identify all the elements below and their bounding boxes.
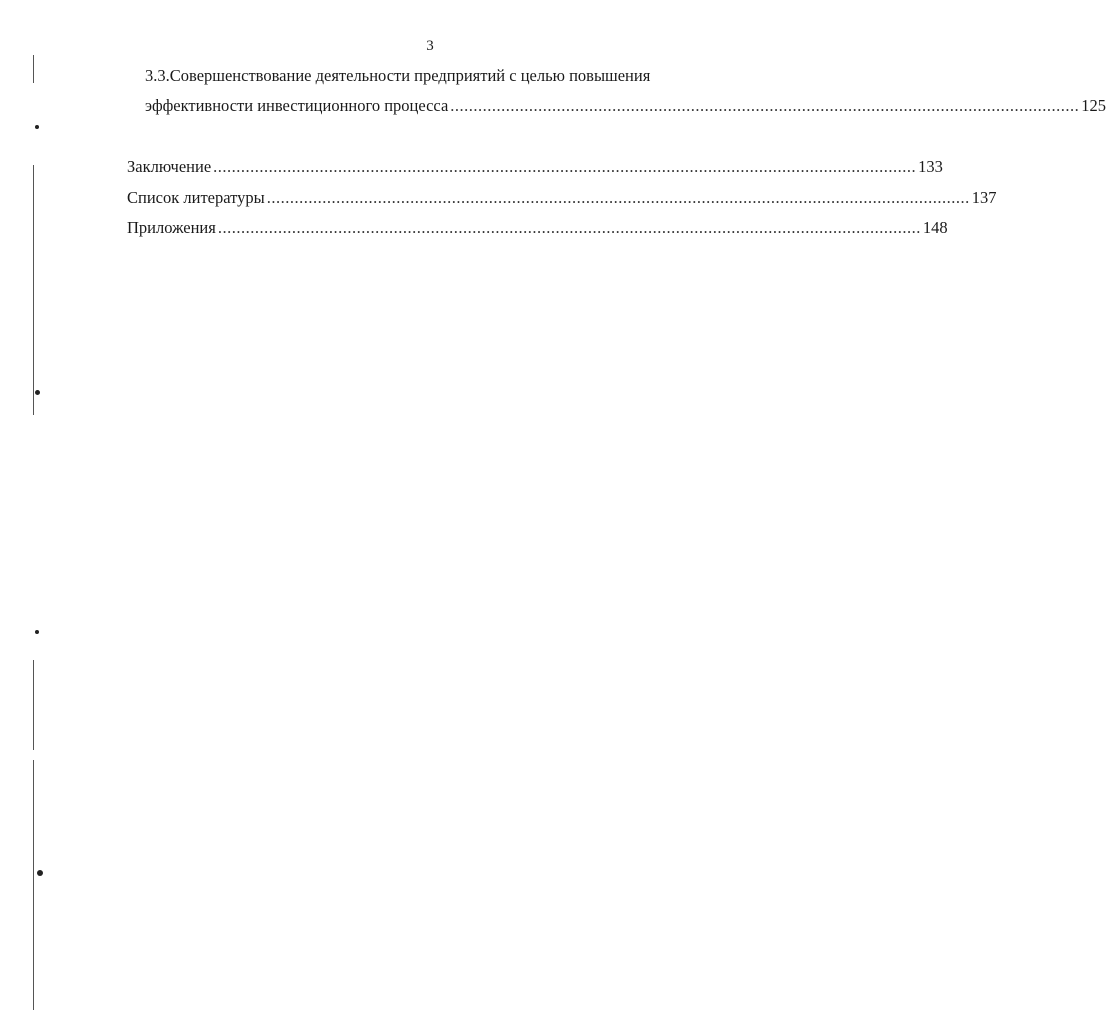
scan-blot xyxy=(37,870,43,876)
toc-entry-conclusion xyxy=(127,157,943,177)
toc-leader-dots: ........................................................................................................................................................ xyxy=(213,157,917,176)
toc-leader-dots: ........................................................................................................................................................ xyxy=(266,188,970,207)
scan-margin-line xyxy=(33,760,34,1010)
scan-margin-line xyxy=(33,55,34,83)
toc-entry-references xyxy=(127,188,997,208)
scan-margin-line xyxy=(33,165,34,415)
toc-entry-references-label: Список литературы xyxy=(127,188,265,207)
scan-blot xyxy=(35,630,39,634)
toc-entry-3-3-title-line2: эффективности инвестиционного процесса xyxy=(145,96,449,115)
toc-entry-conclusion-label: Заключение xyxy=(127,157,212,176)
toc-entry-appendices-page: 148 xyxy=(922,218,948,237)
scan-blot xyxy=(35,125,39,129)
toc-entry-3-3 xyxy=(145,96,1106,116)
toc-entry-3-3-title-line1: 3.3.Совершенствование деятельности предприятий с целью повышения xyxy=(145,66,651,85)
toc-entry-appendices-label: Приложения xyxy=(127,218,216,237)
scan-blot xyxy=(35,390,40,395)
page-number: 3 xyxy=(426,38,434,54)
scan-margin-line xyxy=(33,660,34,750)
toc-entry-conclusion-page: 133 xyxy=(918,157,943,176)
toc-entry-3-3-page: 125 xyxy=(1081,96,1106,115)
toc-leader-dots: ........................................................................................................................................................ xyxy=(217,218,921,237)
toc-entry-appendices xyxy=(127,218,948,238)
toc-entry-references-page: 137 xyxy=(971,188,997,207)
toc-leader-dots: ........................................................................................................................................ xyxy=(450,96,1080,115)
